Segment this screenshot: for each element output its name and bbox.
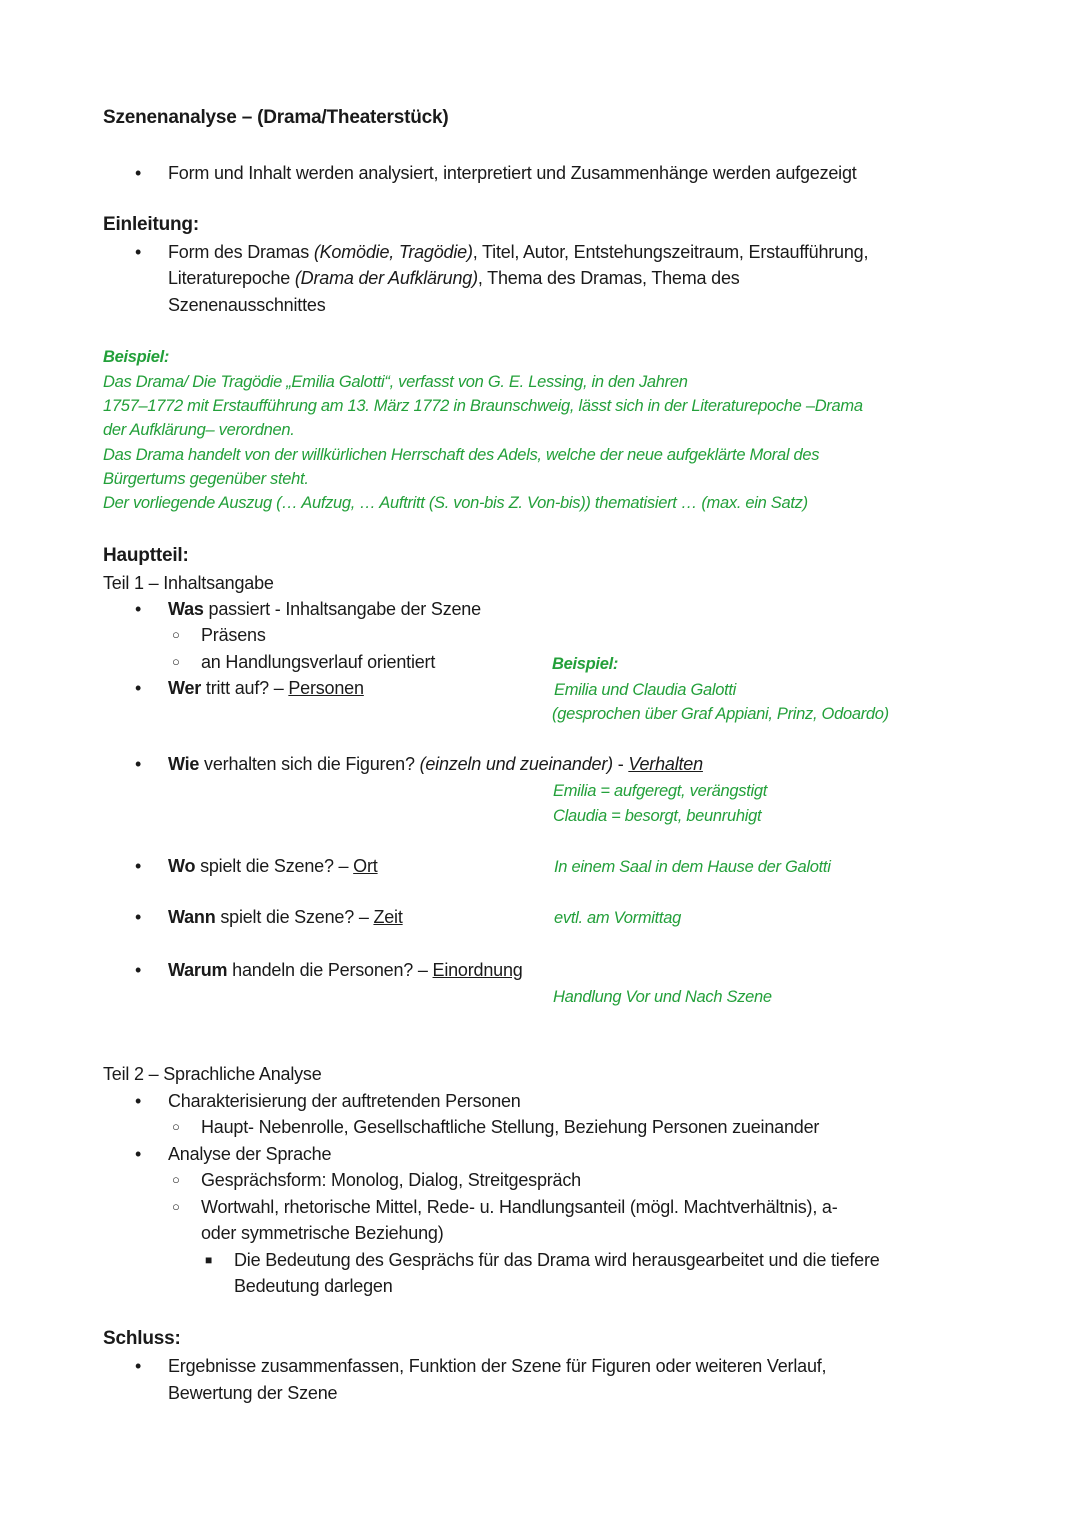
bullet: • bbox=[135, 1144, 142, 1164]
page-title: Szenenanalyse – (Drama/Theaterstück) bbox=[103, 107, 449, 128]
bullet: • bbox=[135, 1091, 142, 1111]
sub-item: Gesprächsform: Monolog, Dialog, Streitgespräch bbox=[201, 1170, 581, 1190]
wie-line: Wie verhalten sich die Figuren? (einzeln und zueinander) - Verhalten bbox=[168, 754, 703, 774]
bullet: • bbox=[135, 907, 142, 927]
was-line: Was passiert - Inhaltsangabe der Szene bbox=[168, 599, 481, 619]
beispiel-line: Bürgertums gegenüber steht. bbox=[103, 470, 309, 488]
einleitung-line: Szenenausschnittes bbox=[168, 295, 326, 315]
sub-sub-item: Bedeutung darlegen bbox=[234, 1276, 393, 1296]
list-item: Charakterisierung der auftretenden Personen bbox=[168, 1091, 521, 1111]
einleitung-line: Form des Dramas (Komödie, Tragödie), Titel, Autor, Entstehungszeitraum, Erstaufführung, bbox=[168, 242, 869, 262]
example-text: Handlung Vor und Nach Szene bbox=[553, 988, 772, 1006]
bullet: • bbox=[135, 599, 142, 619]
sub-bullet: ○ bbox=[172, 1172, 180, 1187]
wann-line: Wann spielt die Szene? – Zeit bbox=[168, 907, 403, 927]
sub-bullet: ○ bbox=[172, 1199, 180, 1214]
einleitung-heading: Einleitung: bbox=[103, 214, 199, 235]
beispiel-line: Das Drama/ Die Tragödie „Emilia Galotti“, verfasst von G. E. Lessing, in den Jahren bbox=[103, 373, 688, 391]
hauptteil-heading: Hauptteil: bbox=[103, 545, 189, 566]
schluss-line: Bewertung der Szene bbox=[168, 1383, 338, 1403]
bullet: • bbox=[135, 678, 142, 698]
sub-item: an Handlungsverlauf orientiert bbox=[201, 652, 436, 672]
example-text: Emilia = aufgeregt, verängstigt bbox=[553, 782, 768, 800]
example-text: (gesprochen über Graf Appiani, Prinz, Odoardo) bbox=[552, 705, 889, 723]
schluss-line: Ergebnisse zusammenfassen, Funktion der Szene für Figuren oder weiteren Verlauf, bbox=[168, 1356, 827, 1376]
sub-item: oder symmetrische Beziehung) bbox=[201, 1223, 444, 1243]
teil1-heading: Teil 1 – Inhaltsangabe bbox=[103, 573, 274, 593]
example-text: evtl. am Vormittag bbox=[554, 909, 681, 927]
example-text: Claudia = besorgt, beunruhigt bbox=[553, 807, 762, 825]
intro-text: Form und Inhalt werden analysiert, interpretiert und Zusammenhänge werden aufgezeigt bbox=[168, 163, 857, 183]
bullet: • bbox=[135, 163, 142, 183]
bullet: • bbox=[135, 856, 142, 876]
beispiel-line: Das Drama handelt von der willkürlichen Herrschaft des Adels, welche der neue aufgeklärte Moral des bbox=[103, 446, 820, 464]
teil2-heading: Teil 2 – Sprachliche Analyse bbox=[103, 1064, 322, 1084]
square-bullet: ■ bbox=[205, 1253, 213, 1267]
wer-line: Wer tritt auf? – Personen bbox=[168, 678, 364, 698]
list-item: Analyse der Sprache bbox=[168, 1144, 332, 1164]
bullet: • bbox=[135, 960, 142, 980]
sub-bullet: ○ bbox=[172, 1119, 180, 1134]
beispiel-line: 1757–1772 mit Erstaufführung am 13. März 1772 in Braunschweig, lässt sich in der Literaturepoche –Drama bbox=[103, 397, 863, 415]
example-text: Emilia und Claudia Galotti bbox=[554, 681, 737, 699]
schluss-heading: Schluss: bbox=[103, 1328, 181, 1349]
warum-line: Warum handeln die Personen? – Einordnung bbox=[168, 960, 523, 980]
example-text: In einem Saal in dem Hause der Galotti bbox=[554, 858, 831, 876]
beispiel-line: der Aufklärung– verordnen. bbox=[103, 421, 295, 439]
sub-bullet: ○ bbox=[172, 627, 180, 642]
sub-bullet: ○ bbox=[172, 654, 180, 669]
sub-sub-item: Die Bedeutung des Gesprächs für das Drama wird herausgearbeitet und die tiefere bbox=[234, 1250, 880, 1270]
beispiel-heading: Beispiel: bbox=[552, 655, 619, 673]
beispiel-line: Der vorliegende Auszug (… Aufzug, … Auftritt (S. von-bis Z. Von-bis)) thematisiert … (max. ein Satz) bbox=[103, 494, 808, 512]
bullet: • bbox=[135, 754, 142, 774]
einleitung-line: Literaturepoche (Drama der Aufklärung), Thema des Dramas, Thema des bbox=[168, 268, 740, 288]
sub-item: Wortwahl, rhetorische Mittel, Rede- u. Handlungsanteil (mögl. Machtverhältnis), a- bbox=[201, 1197, 838, 1217]
sub-item: Haupt- Nebenrolle, Gesellschaftliche Stellung, Beziehung Personen zueinander bbox=[201, 1117, 820, 1137]
bullet: • bbox=[135, 1356, 142, 1376]
bullet: • bbox=[135, 242, 142, 262]
beispiel-heading: Beispiel: bbox=[103, 348, 170, 366]
sub-item: Präsens bbox=[201, 625, 266, 645]
wo-line: Wo spielt die Szene? – Ort bbox=[168, 856, 378, 876]
